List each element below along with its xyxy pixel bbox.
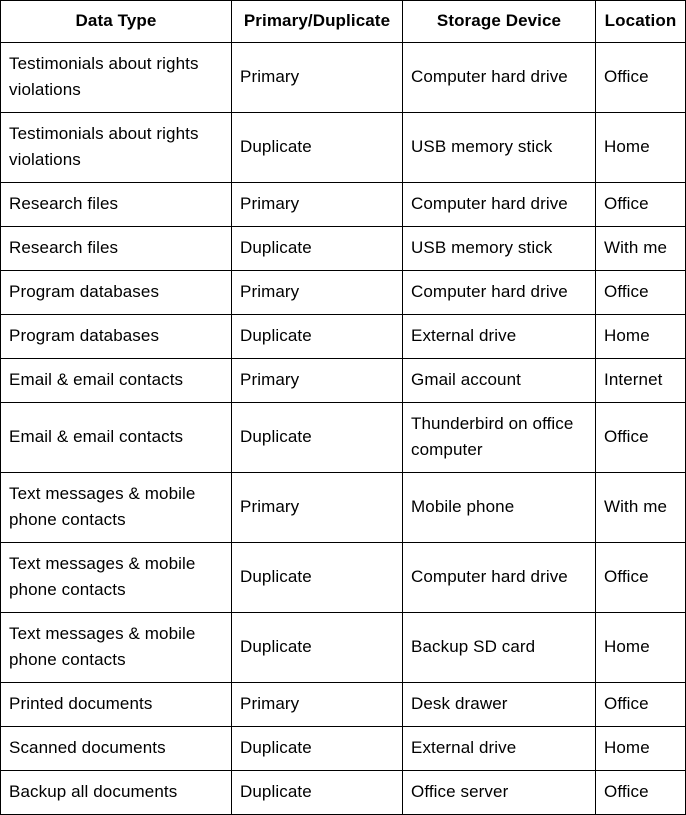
cell-location: Office: [596, 683, 686, 727]
cell-data-type: Research files: [1, 227, 232, 271]
cell-location: With me: [596, 473, 686, 543]
cell-data-type: Testimonials about rights violations: [1, 43, 232, 113]
header-primary-duplicate: Primary/Duplicate: [232, 1, 403, 43]
table-row: [1, 43, 686, 113]
header-storage-device: Storage Device: [403, 1, 596, 43]
cell-primary-duplicate: Duplicate: [232, 613, 403, 683]
cell-primary-duplicate: Duplicate: [232, 771, 403, 815]
cell-storage-device: Computer hard drive: [403, 271, 596, 315]
table-row: [1, 403, 686, 473]
cell-location: Home: [596, 727, 686, 771]
cell-location: Home: [596, 613, 686, 683]
table-row: [1, 543, 686, 613]
cell-location: Office: [596, 271, 686, 315]
cell-storage-device: USB memory stick: [403, 227, 596, 271]
cell-primary-duplicate: Duplicate: [232, 113, 403, 183]
cell-location: Home: [596, 315, 686, 359]
cell-storage-device: Gmail account: [403, 359, 596, 403]
cell-primary-duplicate: Duplicate: [232, 315, 403, 359]
cell-data-type: Scanned documents: [1, 727, 232, 771]
cell-storage-device: Thunderbird on office computer: [403, 403, 596, 473]
table-row: [1, 359, 686, 403]
cell-location: Internet: [596, 359, 686, 403]
cell-primary-duplicate: Primary: [232, 43, 403, 113]
cell-primary-duplicate: Primary: [232, 183, 403, 227]
table-row: [1, 227, 686, 271]
cell-location: Home: [596, 113, 686, 183]
cell-primary-duplicate: Duplicate: [232, 403, 403, 473]
cell-storage-device: Mobile phone: [403, 473, 596, 543]
header-row: [1, 1, 686, 43]
cell-storage-device: USB memory stick: [403, 113, 596, 183]
cell-location: Office: [596, 771, 686, 815]
cell-storage-device: Desk drawer: [403, 683, 596, 727]
cell-data-type: Research files: [1, 183, 232, 227]
cell-location: Office: [596, 403, 686, 473]
cell-primary-duplicate: Duplicate: [232, 227, 403, 271]
cell-storage-device: Computer hard drive: [403, 43, 596, 113]
table-row: [1, 315, 686, 359]
cell-data-type: Program databases: [1, 315, 232, 359]
cell-data-type: Text messages & mobile phone contacts: [1, 613, 232, 683]
cell-location: Office: [596, 543, 686, 613]
cell-data-type: Testimonials about rights violations: [1, 113, 232, 183]
cell-primary-duplicate: Primary: [232, 271, 403, 315]
cell-primary-duplicate: Primary: [232, 683, 403, 727]
table-row: [1, 113, 686, 183]
cell-data-type: Backup all documents: [1, 771, 232, 815]
cell-storage-device: Office server: [403, 771, 596, 815]
table-row: [1, 683, 686, 727]
cell-storage-device: Computer hard drive: [403, 543, 596, 613]
header-data-type: Data Type: [1, 1, 232, 43]
table-row: [1, 473, 686, 543]
cell-location: Office: [596, 43, 686, 113]
cell-data-type: Email & email contacts: [1, 359, 232, 403]
cell-location: Office: [596, 183, 686, 227]
cell-data-type: Text messages & mobile phone contacts: [1, 543, 232, 613]
cell-location: With me: [596, 227, 686, 271]
table-row: [1, 183, 686, 227]
cell-data-type: Email & email contacts: [1, 403, 232, 473]
table-body: [1, 43, 686, 815]
cell-primary-duplicate: Duplicate: [232, 727, 403, 771]
table-row: [1, 727, 686, 771]
header-location: Location: [596, 1, 686, 43]
cell-data-type: Program databases: [1, 271, 232, 315]
cell-storage-device: External drive: [403, 315, 596, 359]
cell-primary-duplicate: Primary: [232, 359, 403, 403]
cell-primary-duplicate: Primary: [232, 473, 403, 543]
cell-storage-device: External drive: [403, 727, 596, 771]
table-row: [1, 271, 686, 315]
cell-storage-device: Computer hard drive: [403, 183, 596, 227]
table-row: [1, 613, 686, 683]
cell-storage-device: Backup SD card: [403, 613, 596, 683]
cell-primary-duplicate: Duplicate: [232, 543, 403, 613]
table-header: [1, 1, 686, 43]
table-row: [1, 771, 686, 815]
cell-data-type: Printed documents: [1, 683, 232, 727]
cell-data-type: Text messages & mobile phone contacts: [1, 473, 232, 543]
